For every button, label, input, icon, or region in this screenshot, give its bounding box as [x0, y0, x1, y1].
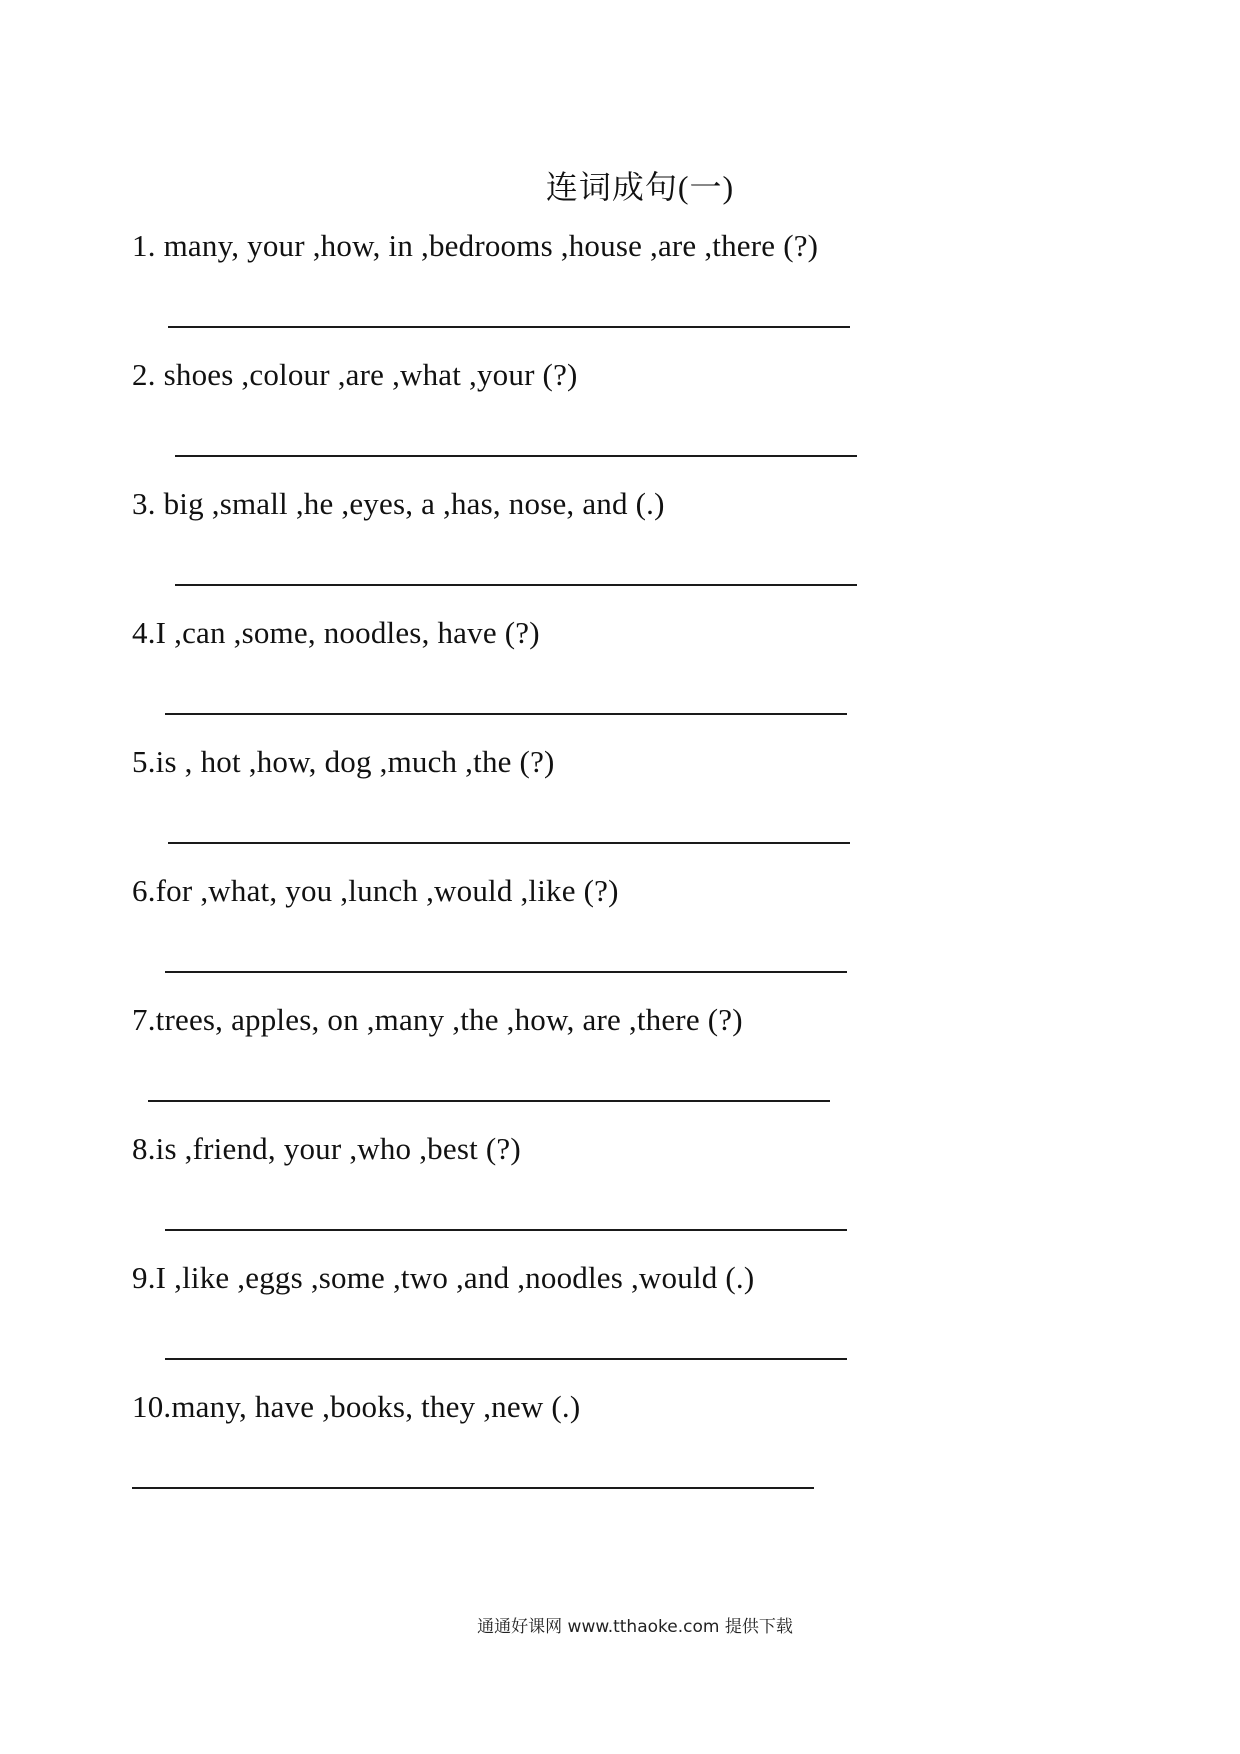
answer-line-7[interactable]: [148, 1100, 830, 1102]
answer-line-5[interactable]: [168, 842, 850, 844]
question-6: 6.for ,what, you ,lunch ,would ,like (?): [132, 873, 619, 908]
answer-line-4[interactable]: [165, 713, 847, 715]
question-9: 9.I ,like ,eggs ,some ,two ,and ,noodles ,would (.): [132, 1260, 755, 1295]
answer-line-3[interactable]: [175, 584, 857, 586]
question-5: 5.is , hot ,how, dog ,much ,the (?): [132, 744, 555, 779]
question-7: 7.trees, apples, on ,many ,the ,how, are ,there (?): [132, 1002, 743, 1037]
question-1: 1. many, your ,how, in ,bedrooms ,house ,are ,there (?): [132, 228, 819, 263]
answer-line-8[interactable]: [165, 1229, 847, 1231]
answer-line-1[interactable]: [168, 326, 850, 328]
answer-line-10[interactable]: [132, 1487, 814, 1489]
question-4: 4.I ,can ,some, noodles, have (?): [132, 615, 540, 650]
question-10: 10.many, have ,books, they ,new (.): [132, 1389, 581, 1424]
question-3: 3. big ,small ,he ,eyes, a ,has, nose, and (.): [132, 486, 665, 521]
footer-credit: 通通好课网 www.tthaoke.com 提供下载: [477, 1617, 793, 1637]
answer-line-9[interactable]: [165, 1358, 847, 1360]
worksheet-title: 连词成句(一): [545, 169, 735, 205]
answer-line-2[interactable]: [175, 455, 857, 457]
answer-line-6[interactable]: [165, 971, 847, 973]
question-8: 8.is ,friend, your ,who ,best (?): [132, 1131, 521, 1166]
question-2: 2. shoes ,colour ,are ,what ,your (?): [132, 357, 578, 392]
